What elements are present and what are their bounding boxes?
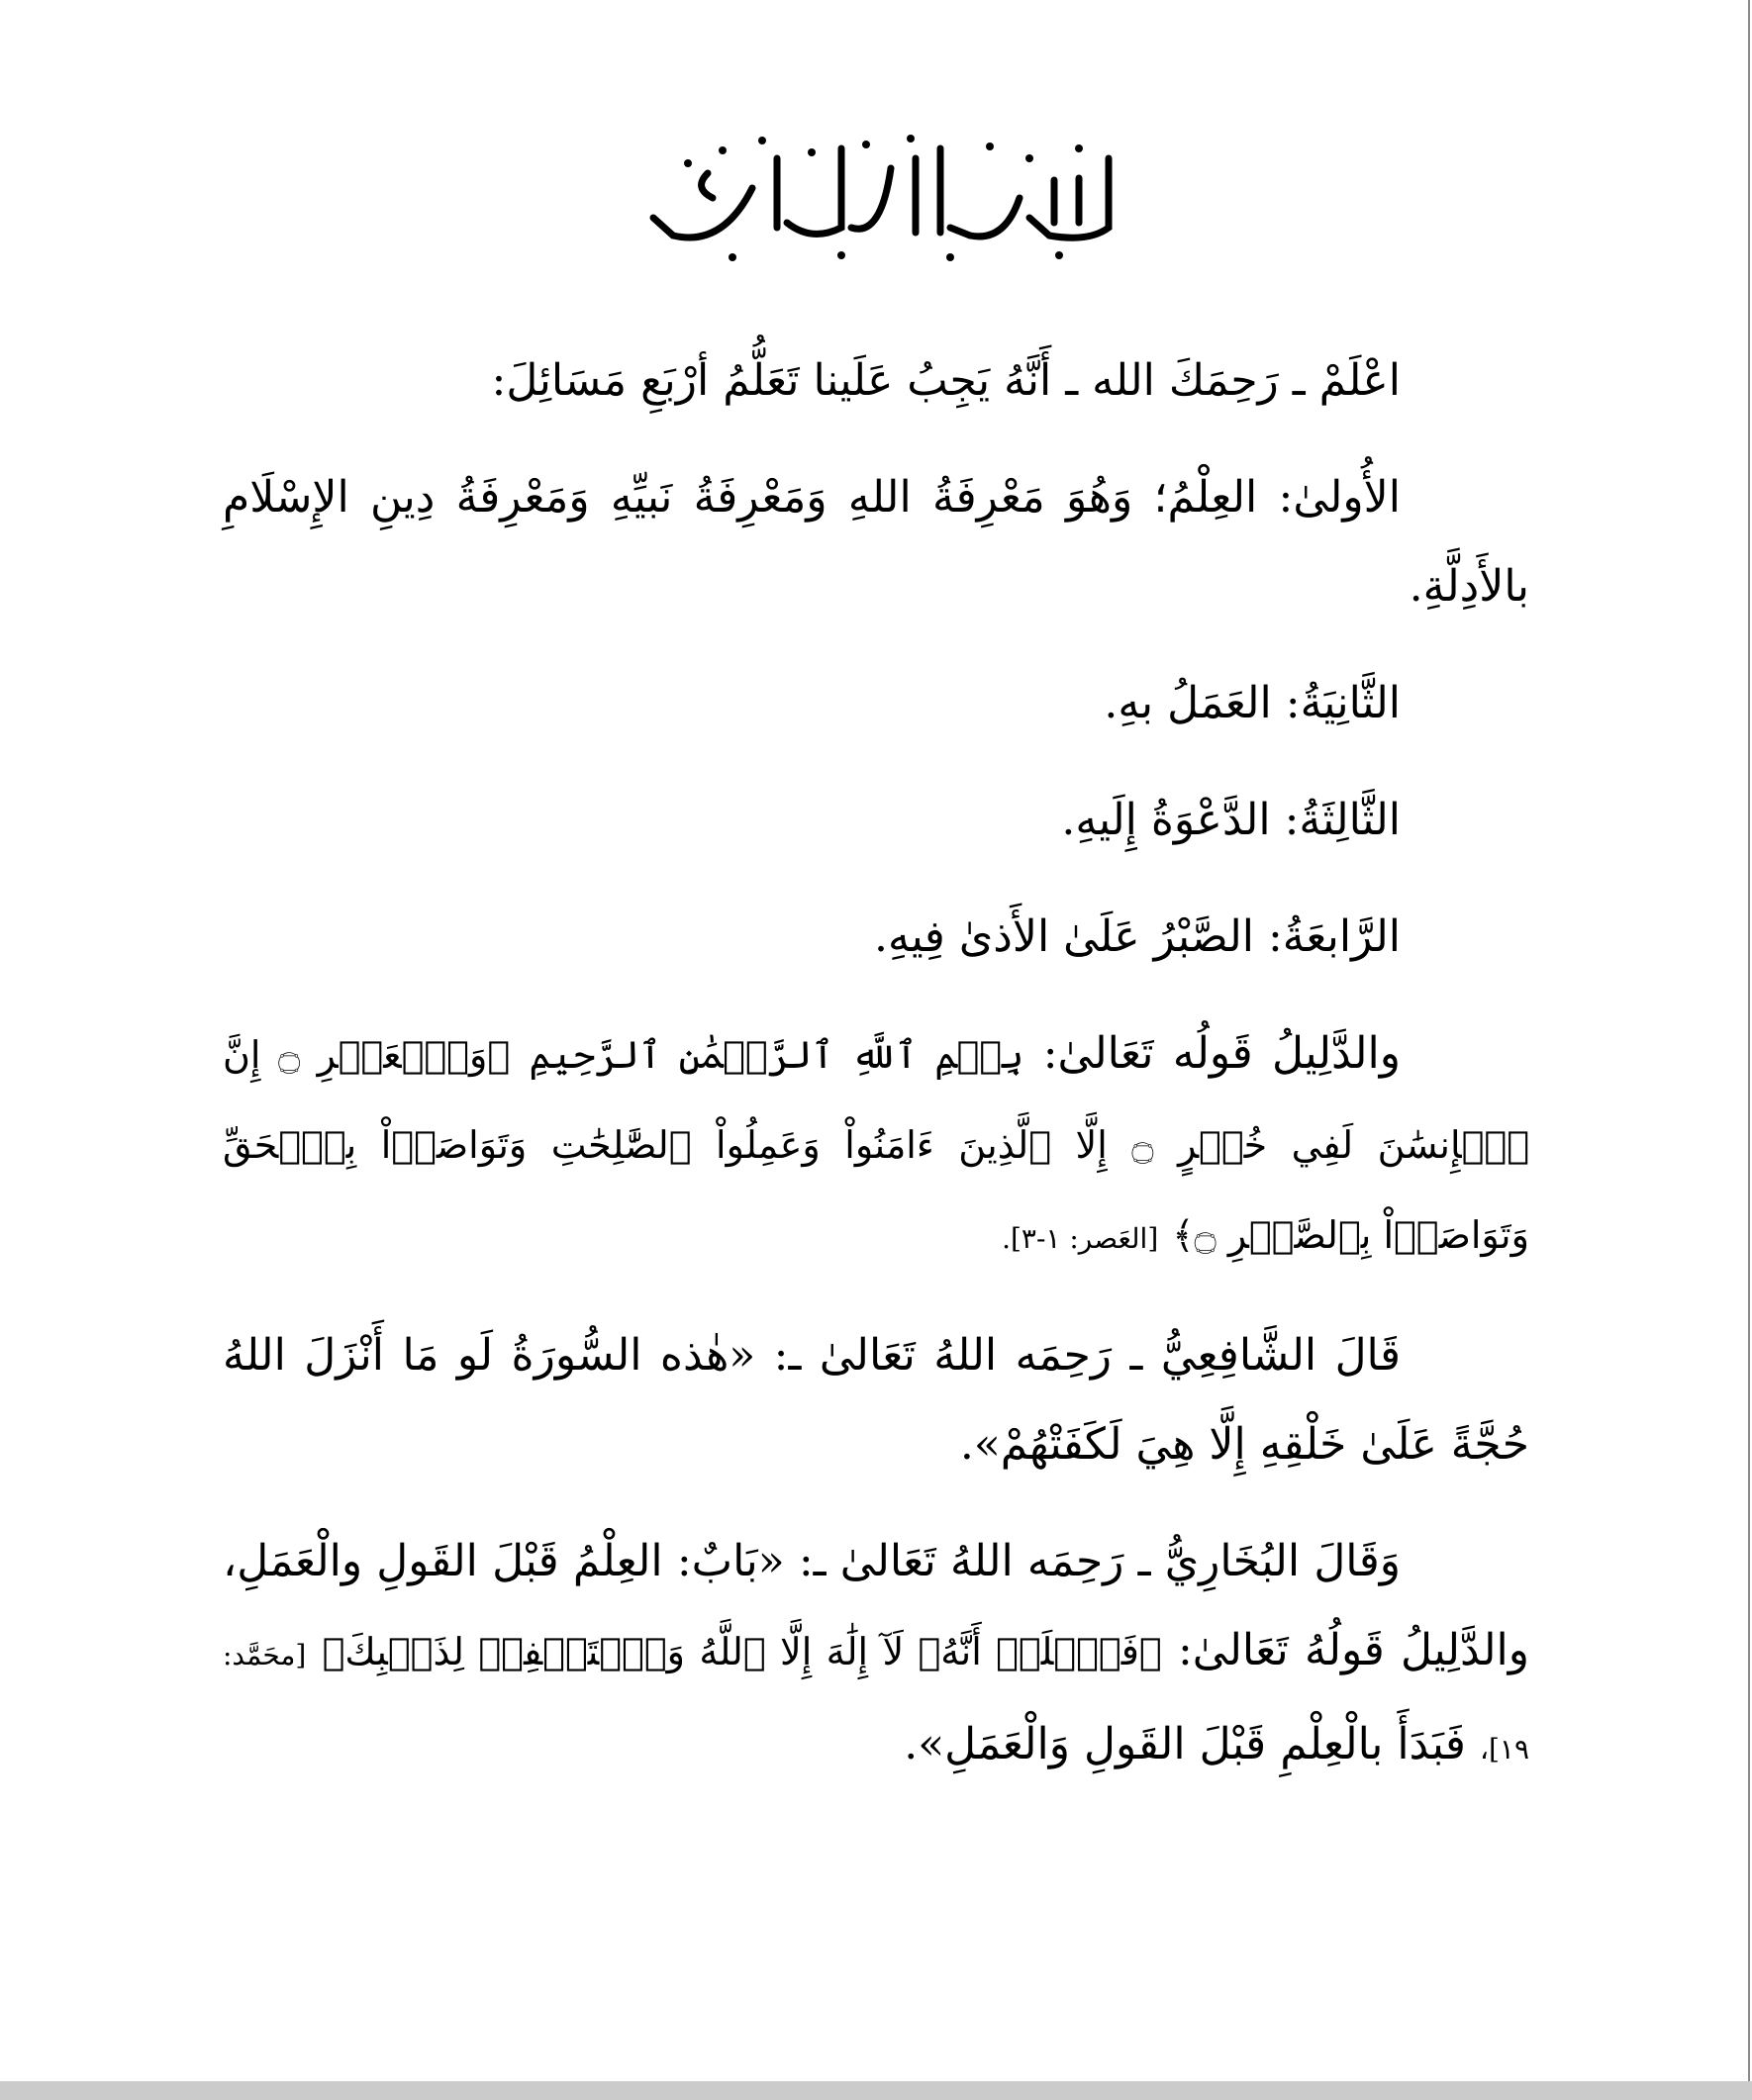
bukhari-conclusion: فَبَدَأَ بالْعِلْمِ قَبْلَ القَولِ وَالْعَمَلِ». — [904, 1719, 1466, 1769]
paragraph-intro: اعْلَمْ ـ رَحِمَكَ الله ـ أَنَّهُ يَجِبُ عَلَينا تَعَلُّمُ أرْبَعِ مَسَائِلَ: — [491, 355, 1401, 406]
verse-reference-muhammad: [محَمَّد: ١٩]، — [223, 1639, 1529, 1766]
basmala-calligraphy-image — [614, 119, 1148, 267]
bukhari-intro: وَقَالَ البُخَارِيُّ ـ رَحِمَه اللهُ تَعَالىٰ ـ: «بَابٌ: العِلْمُ قَبْلَ القَولِ والْعَمَلِ، والدَّلِيلُ قَولُهُ تَعَالىٰ: — [223, 1536, 1529, 1675]
quran-verse-muhammad: ﴿فَٱعۡلَمۡ أَنَّهُۥ لَآ إِلَٰهَ إِلَّا ٱللَّهُ وَٱسۡتَغۡفِرۡ لِذَنۢبِكَ﴾ — [322, 1630, 1162, 1673]
paragraph-second-issue: الثَّانِيَةُ: العَمَلُ بهِ. — [1104, 678, 1401, 728]
basmala-calligraphy — [614, 119, 1148, 267]
paragraph-first-issue: الأُولىٰ: العِلْمُ؛ وَهُوَ مَعْرِفَةُ اللهِ وَمَعْرِفَةُ نَبيِّهِ وَمَعْرِفَةُ دِينِ الإِسْلَامِ بالأَدِلَّةِ. — [223, 472, 1529, 612]
paragraph-bukhari-quote — [223, 1517, 1529, 1794]
viewer-bottom-bar — [0, 2081, 1752, 2100]
evidence-basmala: بِسۡمِ ٱللَّهِ ٱلرَّحۡمَٰنِ ٱلرَّحِيمِ — [529, 1033, 1024, 1077]
paragraph-shafii-quote: قَالَ الشَّافِعِيُّ ـ رَحِمَه اللهُ تَعَالىٰ ـ: «هٰذه السُّورَةُ لَو مَا أَنْزَلَ اللهُ حُجَّةً عَلَىٰ خَلْقِهِ إِلَّا هِيَ لَكَفَتْهُمْ». — [223, 1330, 1529, 1470]
paragraph-third-issue: الثَّالِثَةُ: الدَّعْوَةُ إِلَيهِ. — [1061, 795, 1401, 845]
paragraph-fourth-issue: الرَّابعَةُ: الصَّبْرُ عَلَىٰ الأَذىٰ فِيهِ. — [873, 911, 1401, 962]
paragraph-evidence — [223, 1009, 1529, 1284]
verse-reference-asr: [العَصر: ١-٣]. — [1002, 1222, 1159, 1255]
document-body — [223, 336, 1529, 1822]
quran-verse-asr: ﴿وَٱلۡعَصۡرِ ۝ إِنَّ ٱلۡإِنسَٰنَ لَفِي خُسۡرٍ ۝ إِلَّا ٱلَّذِينَ ءَامَنُواْ وَعَمِلُواْ ٱلصَّٰلِحَٰتِ وَتَوَاصَوۡاْ بِٱلۡحَقِّ وَتَوَاصَوۡاْ بِٱلصَّبۡرِ ۝﴾ — [223, 1033, 1529, 1257]
evidence-intro: والدَّلِيلُ قَولُه تَعَالىٰ: — [1042, 1028, 1401, 1079]
